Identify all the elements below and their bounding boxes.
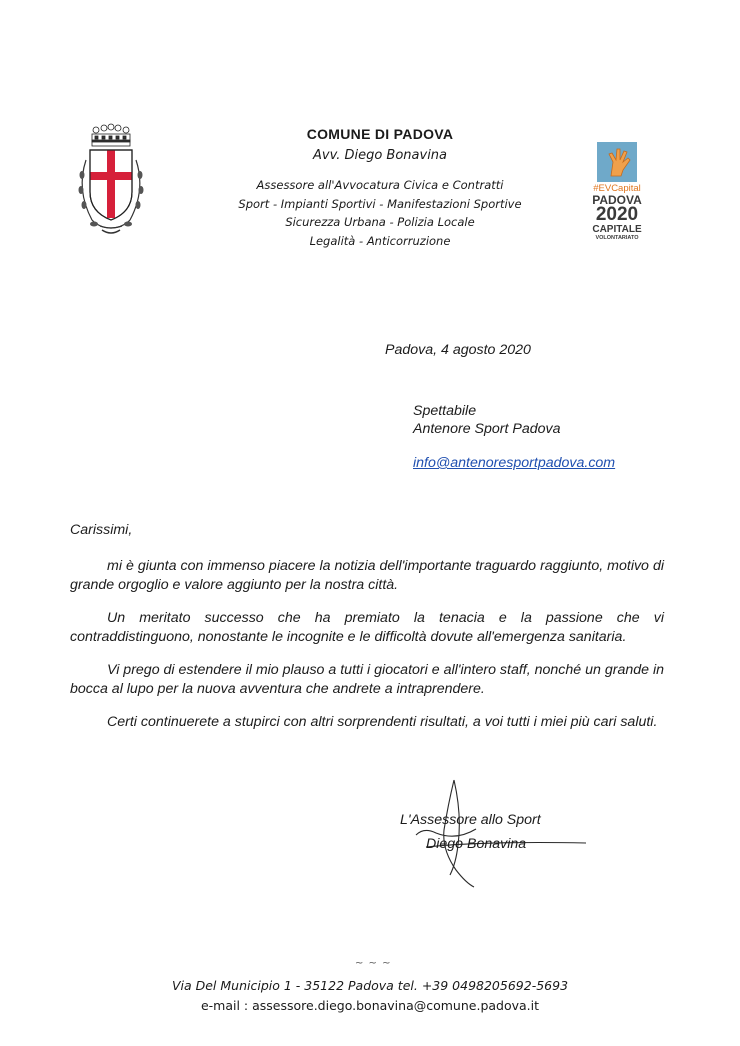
signature-block xyxy=(400,808,541,856)
paragraph-text: Vi prego di estendere il mio plauso a tutti i giocatori e all'intero staff, nonché un grande in bocca al lupo per la nuova avventura che andrete a intraprendere. xyxy=(70,662,664,697)
greeting: Carissimi, xyxy=(70,522,133,538)
header-title: COMUNE DI PADOVA xyxy=(306,126,454,142)
header-name: Avv. Diego Bonavina xyxy=(312,148,448,163)
footer-address: Via Del Municipio 1 - 35122 Padova tel. +39 0498205692-5693 xyxy=(171,978,569,993)
recipient-email-link[interactable]: info@antenoresportpadova.com xyxy=(413,455,616,471)
logo-hashtag: #EVCapital xyxy=(593,183,641,194)
body-paragraph xyxy=(70,661,664,699)
city-crest-logo xyxy=(72,120,150,250)
letter-date: Padova, 4 agosto 2020 xyxy=(385,342,531,358)
body-paragraph xyxy=(70,609,664,647)
logo-capital: CAPITALE xyxy=(592,224,642,235)
header-role: Assessore all'Avvocatura Civica e Contratti xyxy=(256,178,504,192)
paragraph-text: Un meritato successo che ha premiato la tenacia e la passione che vi contraddistinguono, nonostante le incognite e le difficoltà dovute all'emergenza sanitaria. xyxy=(70,610,664,645)
page-footer xyxy=(120,976,620,1016)
logo-city: PADOVA xyxy=(592,193,642,207)
body-paragraph xyxy=(70,713,664,732)
signature-name: Diego Bonavina xyxy=(426,836,527,852)
letterhead xyxy=(200,126,560,250)
logo-volunteering: VOLONTARIATO xyxy=(595,235,639,241)
header-role: Legalità - Anticorruzione xyxy=(309,233,451,248)
body-paragraph xyxy=(70,557,664,595)
header-roles xyxy=(200,176,560,250)
logo-year: 2020 xyxy=(595,204,639,225)
paragraph-text: Certi continuerete a stupirci con altri sorprendenti risultati, a voi tutti i miei più cari saluti. xyxy=(107,714,658,730)
paragraph-text: mi è giunta con immenso piacere la notizia dell'importante traguardo raggiunto, motivo di grande orgoglio e valore aggiunto per la nostra città. xyxy=(70,558,664,593)
recipient-name: Antenore Sport Padova xyxy=(413,421,561,437)
padova-2020-logo xyxy=(582,142,652,262)
recipient xyxy=(413,402,561,438)
hand-icon xyxy=(597,142,637,182)
footer-divider: ~ ~ ~ xyxy=(355,958,392,969)
recipient-salutation: Spettabile xyxy=(413,403,477,419)
header-role: Sicurezza Urbana - Polizia Locale xyxy=(285,215,475,229)
header-role: Sport - Impianti Sportivi - Manifestazioni Sportive xyxy=(238,196,522,211)
footer-email: e-mail : assessore.diego.bonavina@comune.padova.it xyxy=(200,998,540,1013)
signature-title: L'Assessore allo Sport xyxy=(400,812,541,828)
